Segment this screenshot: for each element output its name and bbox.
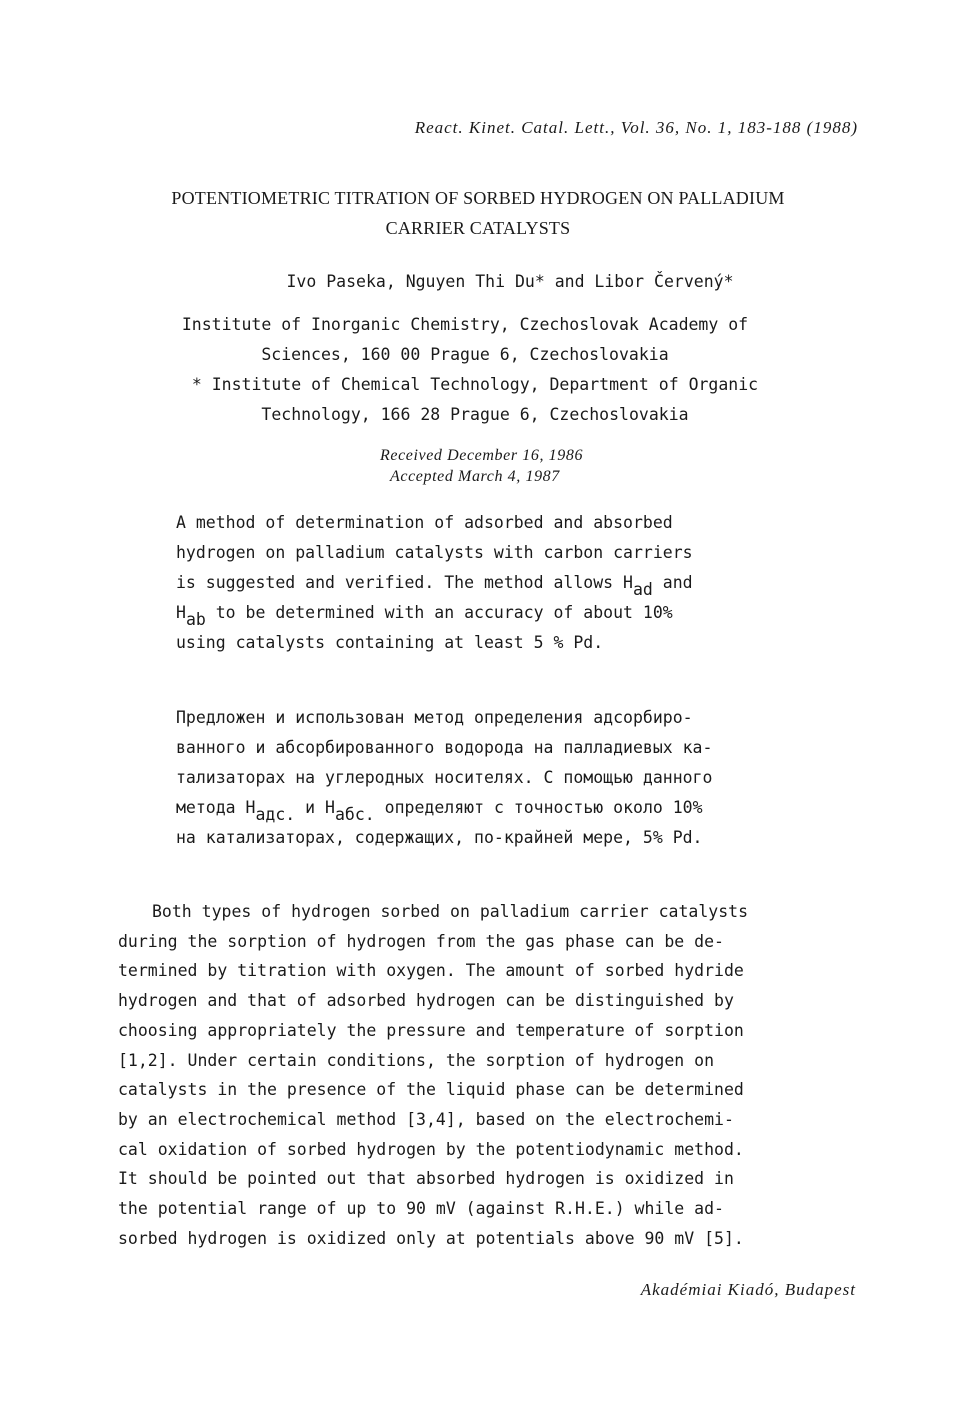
affiliation-secondary xyxy=(10,370,940,430)
abstract-line: Предложен и использован метод определения адсорбиро- xyxy=(176,708,693,727)
subscript: адс. xyxy=(255,805,296,824)
abstract-line xyxy=(176,793,712,823)
body-line: Both types of hydrogen sorbed on palladium carrier catalysts xyxy=(152,902,749,921)
subscript: абс. xyxy=(334,805,375,824)
subscript: ab xyxy=(185,610,206,629)
submission-dates xyxy=(380,445,583,487)
text-run: определяют с точностью около 10% xyxy=(374,798,703,817)
publisher-imprint: Akadémiai Kiadó, Budapest xyxy=(640,1280,856,1299)
abstract-line: ванного и абсорбированного водорода на палладиевых ка- xyxy=(176,738,713,757)
title-line: POTENTIOMETRIC TITRATION OF SORBED HYDROGEN ON PALLADIUM xyxy=(171,188,785,208)
abstract-line xyxy=(176,598,693,628)
body-line: cal oxidation of sorbed hydrogen by the potentiodynamic method. xyxy=(118,1139,744,1159)
title-line: CARRIER CATALYSTS xyxy=(385,218,571,238)
body-line: choosing appropriately the pressure and temperature of sorption xyxy=(118,1020,744,1040)
body-line: by an electrochemical method [3,4], based on the electrochemi- xyxy=(118,1109,734,1129)
text-run: и H xyxy=(295,798,335,817)
body-line: [1,2]. Under certain conditions, the sorption of hydrogen on xyxy=(118,1050,715,1070)
abstract-line: на катализаторах, содержащих, по-крайней мере, 5% Pd. xyxy=(176,828,703,847)
abstract-line: A method of determination of adsorbed and absorbed xyxy=(176,513,673,532)
affiliation-line: Technology, 166 28 Prague 6, Czechoslovakia xyxy=(261,405,689,424)
text-run: метода H xyxy=(176,798,256,817)
body-line: sorbed hydrogen is oxidized only at potentials above 90 mV [5]. xyxy=(118,1228,744,1248)
body-line: termined by titration with oxygen. The amount of sorbed hydride xyxy=(118,961,744,981)
affiliation-primary xyxy=(0,310,930,370)
text-run: to be determined with an accuracy of about 10% xyxy=(205,603,673,622)
body-line: during the sorption of hydrogen from the gas phase can be de- xyxy=(118,931,724,951)
body-line: It should be pointed out that absorbed hydrogen is oxidized in xyxy=(118,1169,734,1189)
affiliation-line: * Institute of Chemical Technology, Department of Organic xyxy=(191,375,759,394)
abstract-line: hydrogen on palladium catalysts with carbon carriers xyxy=(176,543,693,562)
text-run: H xyxy=(176,603,186,622)
accepted-date: Accepted March 4, 1987 xyxy=(390,468,560,485)
abstract-russian xyxy=(176,703,712,853)
text-run: is suggested and verified. The method allows H xyxy=(176,573,633,592)
author-list: Ivo Paseka, Nguyen Thi Du* and Libor Červený* xyxy=(286,272,734,291)
subscript: ad xyxy=(632,580,653,599)
abstract-line: using catalysts containing at least 5 % Pd. xyxy=(176,633,604,652)
body-paragraph xyxy=(118,897,748,1253)
affiliation-line: Sciences, 160 00 Prague 6, Czechoslovakia xyxy=(261,345,669,364)
text-run: and xyxy=(652,573,693,592)
body-line: catalysts in the presence of the liquid phase can be determined xyxy=(118,1080,744,1100)
abstract-line: тализаторах на углеродных носителях. С помощью данного xyxy=(176,768,713,787)
paper-title xyxy=(0,183,956,243)
affiliation-line: Institute of Inorganic Chemistry, Czechoslovak Academy of xyxy=(181,315,749,334)
received-date: Received December 16, 1986 xyxy=(380,447,584,464)
abstract-english xyxy=(176,508,693,658)
journal-reference: React. Kinet. Catal. Lett., Vol. 36, No. 1, 183-188 (1988) xyxy=(414,118,858,137)
abstract-line xyxy=(176,568,693,598)
body-line: hydrogen and that of adsorbed hydrogen can be distinguished by xyxy=(118,991,734,1011)
body-line: the potential range of up to 90 mV (against R.H.E.) while ad- xyxy=(118,1199,724,1219)
